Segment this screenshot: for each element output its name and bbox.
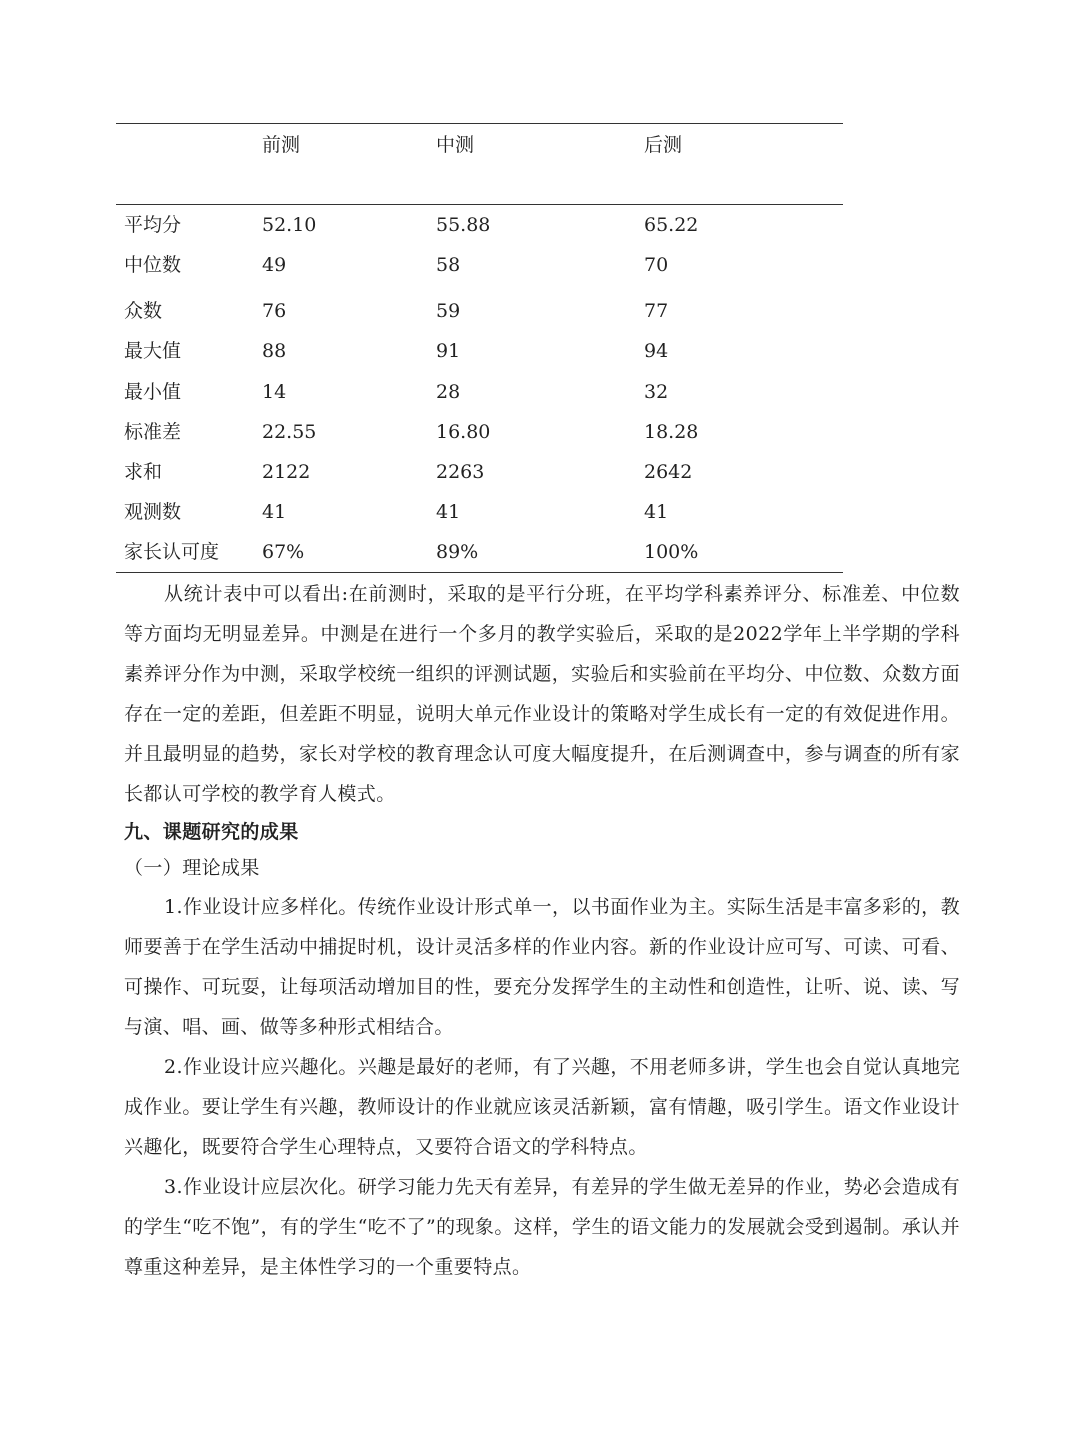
table-cell: 2122 [262, 461, 311, 483]
table-cell: 58 [436, 254, 461, 276]
table-cell: 59 [436, 300, 461, 322]
table-cell: 14 [262, 381, 287, 403]
table-cell: 67% [262, 541, 305, 563]
subsection-heading: （一）理论成果 [124, 857, 260, 879]
point-layered-homework: 3.作业设计应层次化。研学习能力先天有差异，有差异的学生做无差异的作业，势必会造成有的学生“吃不饱”，有的学生“吃不了”的现象。这样，学生的语文能力的发展就会受到遏制。承认并尊重这种差异，是主体性学习的一个重要特点。 [124, 1176, 960, 1278]
table-cell: 91 [436, 340, 461, 362]
table-cell: 标准差 [124, 421, 182, 443]
table-cell: 41 [436, 501, 461, 523]
table-cell: 观测数 [124, 501, 182, 523]
table-cell: 中位数 [124, 254, 182, 276]
table-top-rule [116, 123, 843, 124]
table-cell: 76 [262, 300, 287, 322]
table-cell: 18.28 [644, 421, 699, 443]
table-cell: 平均分 [124, 214, 182, 236]
table-cell: 100% [644, 541, 699, 563]
table-cell: 70 [644, 254, 669, 276]
point-interesting-homework: 2.作业设计应兴趣化。兴趣是最好的老师，有了兴趣，不用老师多讲，学生也会自觉认真地完成作业。要让学生有兴趣，教师设计的作业就应该灵活新颖，富有情趣，吸引学生。语文作业设计兴趣化，既要符合学生心理特点，又要符合语文的学科特点。 [124, 1056, 960, 1158]
table-cell: 32 [644, 381, 669, 403]
table-cell: 2642 [644, 461, 693, 483]
section-heading: 九、课题研究的成果 [124, 821, 299, 843]
table-header-rule [116, 204, 843, 205]
table-cell: 94 [644, 340, 669, 362]
table-cell: 49 [262, 254, 287, 276]
table-cell: 65.22 [644, 214, 699, 236]
table-cell: 2263 [436, 461, 485, 483]
table-cell: 77 [644, 300, 669, 322]
table-cell: 求和 [124, 461, 163, 483]
table-cell: 88 [262, 340, 287, 362]
stats-analysis-paragraph: 从统计表中可以看出:在前测时，采取的是平行分班，在平均学科素养评分、标准差、中位数等方面均无明显差异。中测是在进行一个多月的教学实验后，采取的是2022学年上半学期的学科素养评分作为中测，采取学校统一组织的评测试题，实验后和实验前在平均分、中位数、众数方面存在一定的差距，但差距不明显，说明大单元作业设计的策略对学生成长有一定的有效促进作用。并且最明显的趋势，家长对学校的教育理念认可度大幅度提升，在后测调查中，参与调查的所有家长都认可学校的教学育人模式。 [124, 583, 960, 805]
table-cell: 众数 [124, 300, 163, 322]
table-cell: 16.80 [436, 421, 491, 443]
table-cell: 41 [644, 501, 669, 523]
table-cell: 55.88 [436, 214, 491, 236]
table-cell: 22.55 [262, 421, 317, 443]
table-cell: 最大值 [124, 340, 182, 362]
table-cell: 41 [262, 501, 287, 523]
table-header-cell: 后测 [644, 134, 683, 156]
table-header-cell: 中测 [436, 134, 475, 156]
table-cell: 家长认可度 [124, 541, 220, 563]
table-cell: 52.10 [262, 214, 317, 236]
point-diversified-homework: 1.作业设计应多样化。传统作业设计形式单一，以书面作业为主。实际生活是丰富多彩的，教师要善于在学生活动中捕捉时机，设计灵活多样的作业内容。新的作业设计应可写、可读、可看、可操作、可玩耍，让每项活动增加目的性，要充分发挥学生的主动性和创造性，让听、说、读、写与演、唱、画、做等多种形式相结合。 [124, 896, 960, 1038]
table-cell: 最小值 [124, 381, 182, 403]
table-cell: 89% [436, 541, 479, 563]
table-header-cell: 前测 [262, 134, 301, 156]
table-bottom-rule [116, 572, 843, 573]
table-cell: 28 [436, 381, 461, 403]
